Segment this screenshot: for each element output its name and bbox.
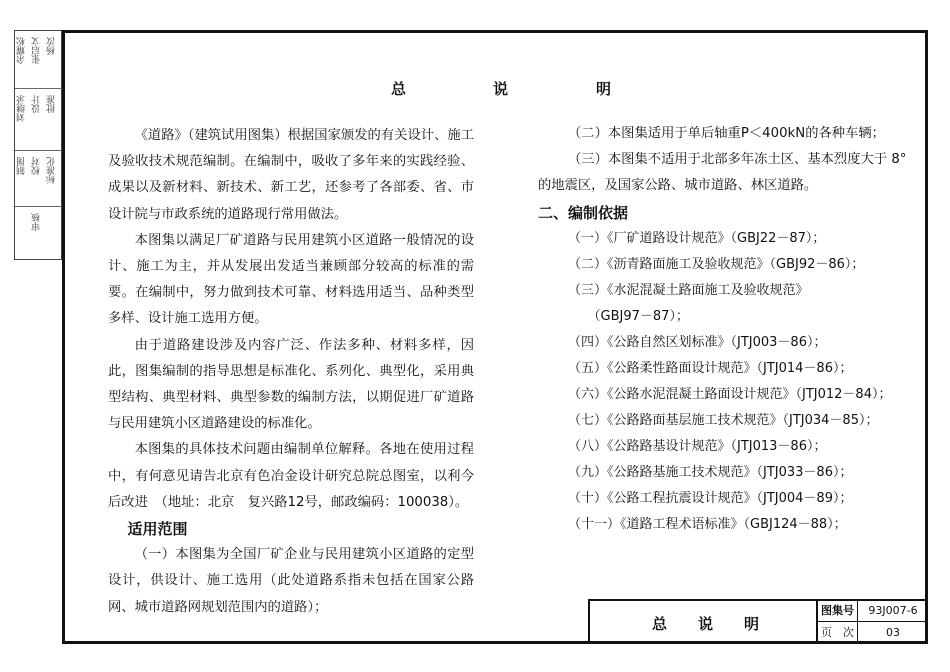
page-number-label: 页 次 — [818, 622, 858, 644]
section-heading: 二、编制依据 — [538, 203, 629, 222]
title-block-title — [590, 601, 818, 644]
signature-cell — [15, 151, 63, 207]
title-block-char: 说 — [698, 615, 714, 633]
title-char: 明 — [596, 80, 612, 98]
list-item: （六）《公路水泥混凝土路面设计规范》（JTJ012－84）； — [568, 386, 892, 402]
page-number: 03 — [886, 626, 900, 639]
role-label: 制图 — [17, 157, 27, 175]
role-label: 批准 — [47, 95, 57, 113]
paragraph: （三）本图集不适用于北部多年冻土区、基本烈度大于 8° — [568, 152, 907, 168]
signature-text: 张启文 — [32, 37, 42, 64]
paragraph: 《道路》（建筑试用图集）根据国家颁发的有关设计、施工及验收技术规范编制。在编制中，吸收了多年来的实践经验、成果以及新材料、新技术、新工艺，还参考了各部委、省、市设计院与市政系统的道路现行常用做法。 — [108, 128, 474, 222]
left-column — [108, 123, 474, 621]
atlas-number: 93J007-6 — [858, 601, 928, 622]
signature-cell — [15, 207, 63, 259]
list-item: （二）《沥青路面施工及验收规范》（GBJ92－86）； — [568, 256, 865, 272]
role-label: 标准化 — [47, 157, 57, 184]
signature-cell — [15, 89, 63, 151]
list-item: （九）《公路路基施工技术规范》（JTJ033－86）； — [568, 464, 853, 480]
title-block-char: 总 — [652, 615, 668, 633]
paragraph: （一）本图集为全国厂矿企业与民用建筑小区道路的定型设计，供设计、施工选用（此处道路系指未包括在国家公路网、城市道路网规划范围内的道路）； — [108, 547, 474, 615]
paragraph: 本图集以满足厂矿道路与民用建筑小区道路一般情况的设计、施工为主，并从发展出发适当兼顾部分较高的标准的需要。在编制中，努力做到技术可靠、材料选用适当、品种类型多样、设计施工选用方便。 — [108, 232, 474, 327]
title-char: 说 — [493, 80, 509, 98]
role-label: 校对 — [32, 157, 42, 175]
list-item: （十）《公路工程抗震设计规范》（JTJ004－89）； — [568, 490, 853, 506]
paragraph: 由于道路建设涉及内容广泛、作法多种、材料多样，因此，图集编制的指导思想是标准化、系列化、典型化，采用典型结构、典型材料、典型参数的编制方法，以期促进厂矿道路与民用建筑小区道路建设的标准化。 — [108, 337, 474, 432]
section-heading: 适用范围 — [127, 520, 188, 539]
list-item: （五）《公路柔性路面设计规范》（JTJ014－86）； — [568, 360, 853, 376]
signature-strip — [14, 30, 62, 260]
list-item: （一）《厂矿道路设计规范》（GBJ22－87）； — [568, 230, 826, 246]
signature-cell — [15, 31, 63, 89]
paragraph: （二）本图集适用于单后轴重P＜400kN的各种车辆； — [568, 126, 885, 141]
role-label: 设计 — [32, 95, 42, 113]
title-block — [588, 599, 928, 644]
paragraph: 的地震区，及国家公路、城市道路、林区道路。 — [538, 178, 818, 194]
title-char: 总 — [391, 80, 407, 98]
role-label: 审核 — [32, 213, 42, 231]
list-item: （四）《公路自然区划标准》（JTJ003－86）； — [568, 334, 827, 350]
paragraph: 本图集的具体技术问题由编制单位解释。各地在使用过程中，有何意见请告北京有色冶金设计研究总院总图室，以利今后改进 （地址：北京 复兴路12号，邮政编码：100038）。 — [108, 442, 474, 510]
signature-text: 刘继录 — [17, 95, 27, 122]
list-item: （八）《公路路基设计规范》（JTJ013－86）； — [568, 438, 827, 454]
list-item: （十一）《道路工程术语标准》（GBJ124－88）； — [568, 516, 847, 532]
atlas-number-label: 图集号 — [818, 601, 858, 622]
list-item: （三）《水泥混凝土路面施工及验收规范》 — [568, 282, 809, 298]
list-item: （GBJ97－87）； — [568, 308, 689, 324]
list-item: （七）《公路路面基层施工技术规范》（JTJ034－85）； — [568, 412, 879, 428]
right-column — [538, 121, 918, 538]
signature-text: 余耀松 — [17, 37, 27, 64]
signature-text: 杨汝 — [47, 37, 57, 55]
title-block-char: 明 — [744, 615, 760, 633]
